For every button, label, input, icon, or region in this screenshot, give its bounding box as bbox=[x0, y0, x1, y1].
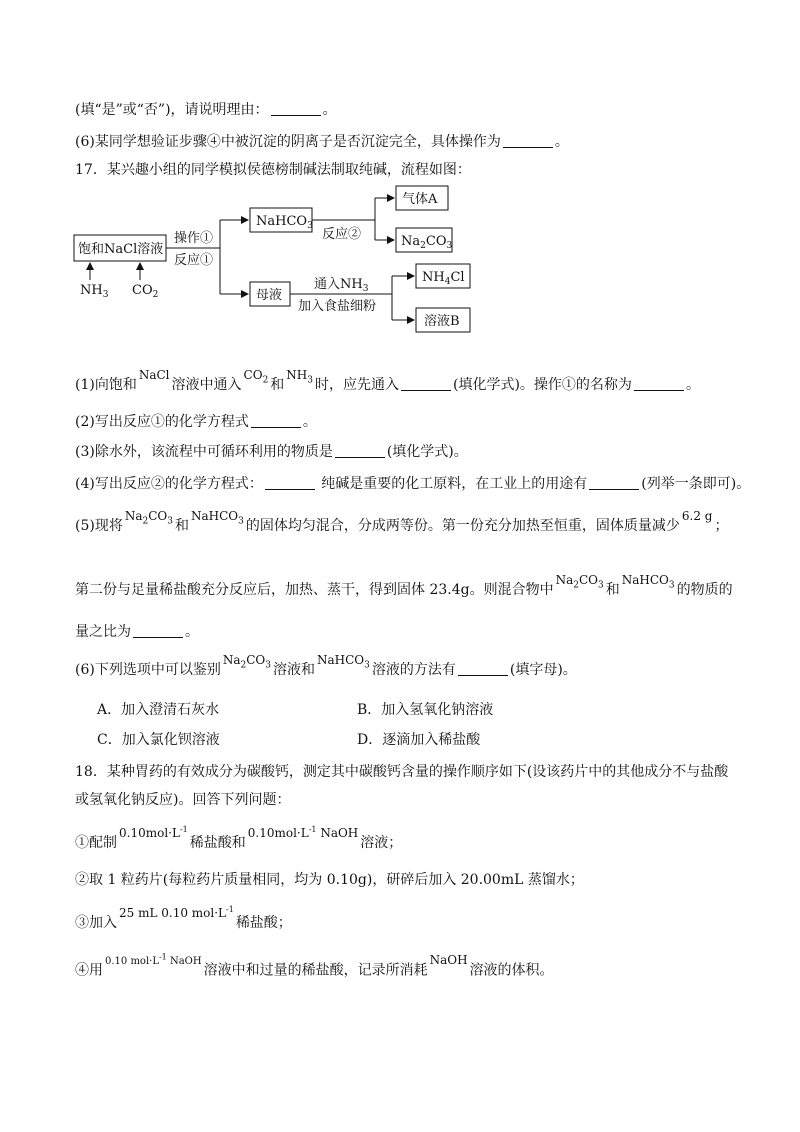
q17-part-6: (6)下列选项中可以鉴别$Na_2CO_3$ 溶液和NaHCO$_3$ 溶液的方法有 (填字母)。 bbox=[75, 653, 577, 678]
answer-blank[interactable] bbox=[271, 101, 321, 116]
na2co3-label: $Na_2CO_3$ bbox=[401, 234, 453, 251]
box-start-label: 饱和NaCl溶液 bbox=[78, 242, 164, 257]
q17-part-3: (3)除水外，该流程中可循环利用的物质是 (填化学式)。 bbox=[75, 444, 468, 460]
option-a[interactable]: A．加入澄清石灰水 bbox=[97, 702, 220, 718]
q16-part-6: (6)某同学想验证步骤④中被沉淀的阴离子是否沉淀完全，具体操作为 。 bbox=[75, 134, 569, 150]
nh4cl-label: $NH_4Cl$ bbox=[422, 270, 465, 287]
answer-blank[interactable] bbox=[251, 413, 301, 428]
q18-title-line2: 或氢氧化钠反应)。回答下列问题： bbox=[75, 792, 291, 808]
react2-label: 反应② bbox=[322, 227, 362, 242]
pass-nh3-label: 通入$NH_3$ bbox=[314, 277, 369, 294]
q18-step-4: ④用$^{0.10 mol\cdot L^{-1} NaOH}$溶液中和过量的稀盐酸，记录所消耗NaOH溶液的体积。 bbox=[75, 953, 554, 979]
sol-b-label: 溶液B bbox=[424, 314, 460, 329]
react1-label: 反应① bbox=[174, 253, 214, 268]
answer-blank[interactable] bbox=[458, 661, 508, 676]
nahco3-label: NaHCO$_3$ bbox=[256, 214, 313, 231]
q17-part-4: (4)写出反应②的化学方程式： 纯碱是重要的化工原料，在工业上的用途有 (列举一条即可)。 bbox=[75, 476, 751, 492]
option-d[interactable]: D．逐滴加入稀盐酸 bbox=[357, 732, 481, 748]
q17-part-5: (5)现将$Na_2CO_3$ 和NaHCO$_3$ 的固体均匀混合，分成两等份。第一份充分加热至恒重，固体质量减少6.2 g； bbox=[75, 509, 729, 534]
q18-step-3: ③加入25 mL 0.10 $mol\cdot L^{-1}$稀盐酸； bbox=[75, 905, 292, 931]
answer-blank[interactable] bbox=[589, 475, 639, 490]
mother-label: 母液 bbox=[256, 288, 283, 303]
q18-title-line1: 18．某种胃药的有效成分为碳酸钙，测定其中碳酸钙含量的操作顺序如下(设该药片中的其他成分不与盐酸 bbox=[75, 764, 729, 780]
answer-blank[interactable] bbox=[401, 376, 451, 391]
option-c[interactable]: C．加入氯化钡溶液 bbox=[97, 732, 220, 748]
op1-label: 操作① bbox=[174, 231, 214, 246]
answer-blank[interactable] bbox=[265, 475, 315, 490]
answer-blank[interactable] bbox=[503, 133, 553, 148]
nh3-label: $NH_3$ bbox=[80, 283, 109, 300]
q17-part-1: (1)向饱和NaCl溶液中通入$CO_2$ 和$NH_3$ 时，应先通入 (填化学式)。操作①的名称为 。 bbox=[75, 368, 700, 393]
flow-diagram bbox=[70, 180, 490, 340]
answer-blank[interactable] bbox=[634, 376, 684, 391]
q18-step-1: ①配制$0.10mol\cdot L^{-1}$稀盐酸和$0.10mol\cdot L^{-1}$ NaOH溶液； bbox=[75, 825, 403, 851]
co2-label: $CO_2$ bbox=[132, 283, 159, 300]
q18-step-2: ②取 1 粒药片(每粒药片质量相同，均为 0.10g)，研碎后加入 20.00mL 蒸馏水； bbox=[75, 872, 584, 888]
gas-a-label: 气体A bbox=[402, 192, 438, 207]
q17-part-5-end: 量之比为 。 bbox=[75, 624, 199, 640]
q17-title: 17．某兴趣小组的同学模拟侯德榜制碱法制取纯碱，流程如图： bbox=[75, 162, 471, 178]
option-b[interactable]: B．加入氢氧化钠溶液 bbox=[357, 702, 494, 718]
q17-part-5-cont: 第二份与足量稀盐酸充分反应后，加热、蒸干，得到固体 23.4g。则混合物中$Na_2CO_3$ 和NaHCO$_3$ 的物质的 bbox=[75, 573, 733, 598]
answer-blank[interactable] bbox=[335, 443, 385, 458]
add-salt-label: 加入食盐细粉 bbox=[298, 299, 377, 314]
answer-blank[interactable] bbox=[133, 623, 183, 638]
q16-line-5: (填“是”或“否”)，请说明理由： 。 bbox=[75, 102, 337, 118]
q17-part-2: (2)写出反应①的化学方程式 。 bbox=[75, 414, 317, 430]
